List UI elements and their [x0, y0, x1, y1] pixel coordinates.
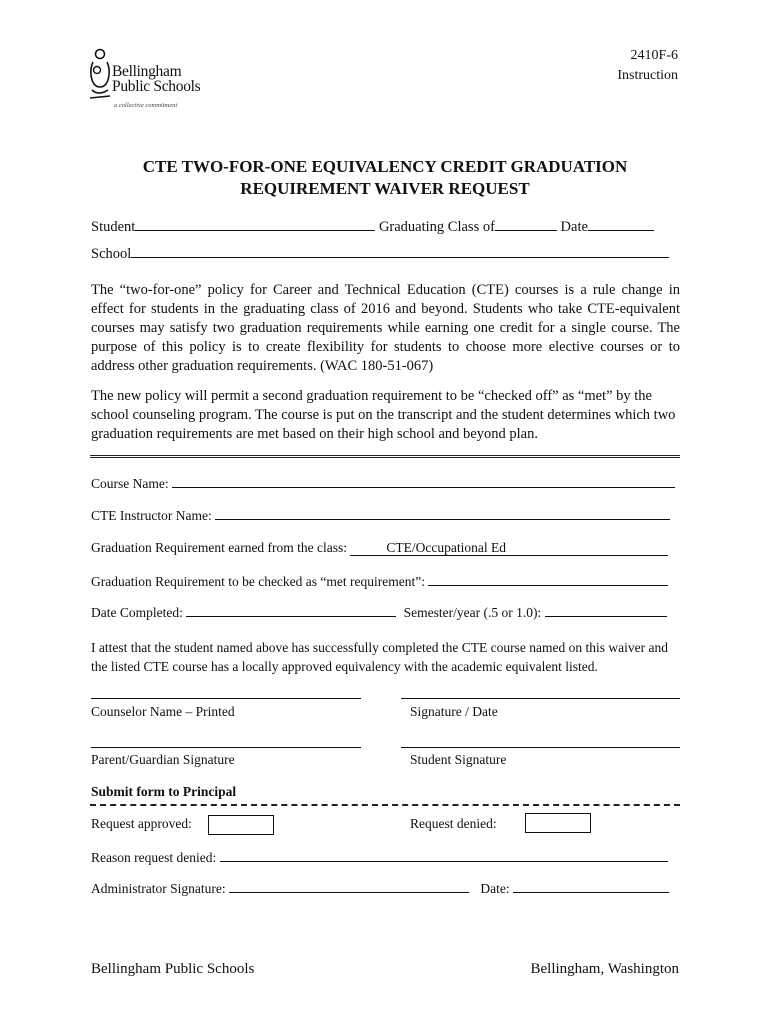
- date-label: Date: [560, 219, 588, 235]
- signature-date-line[interactable]: [401, 698, 680, 699]
- approved-label: Request approved:: [91, 816, 192, 831]
- instructor-field[interactable]: [215, 507, 670, 520]
- instructor-label: CTE Instructor Name:: [91, 508, 212, 523]
- counselor-label: Counselor Name – Printed: [91, 704, 235, 719]
- signature-date-label: Signature / Date: [410, 704, 498, 719]
- counselor-signature-line[interactable]: [91, 698, 361, 699]
- title-line1: CTE TWO-FOR-ONE EQUIVALENCY CREDIT GRADUATION: [142, 157, 628, 176]
- date-field[interactable]: [588, 218, 654, 231]
- section-divider: [90, 455, 680, 458]
- logo-line2: Public Schools: [112, 78, 201, 95]
- class-label: Graduating Class of: [378, 219, 495, 235]
- district-logo: [88, 48, 228, 112]
- semester-field[interactable]: [545, 604, 667, 617]
- student-info-row: [91, 218, 654, 236]
- form-number: 2410F-6: [630, 48, 678, 63]
- school-label: School: [91, 246, 132, 262]
- course-name-label: Course Name:: [91, 476, 169, 491]
- course-name-row: [91, 475, 680, 492]
- footer-left: Bellingham Public Schools: [91, 961, 255, 977]
- logo-tagline: a collective commitment: [114, 102, 178, 109]
- dotted-divider: [90, 804, 680, 806]
- title-line2: REQUIREMENT WAIVER REQUEST: [240, 179, 530, 198]
- denied-label: Request denied:: [410, 816, 497, 831]
- attestation-text: I attest that the student named above has successfully completed the CTE course named on this waiver and the listed CTE course has a locally approved equivalency with the academic equivalent listed.: [91, 640, 668, 674]
- reason-label: Reason request denied:: [91, 850, 217, 865]
- logo-figure-icon: [88, 48, 114, 106]
- semester-label: Semester/year (.5 or 1.0):: [403, 605, 542, 620]
- req-checked-field[interactable]: [428, 573, 668, 586]
- admin-signature-label: Administrator Signature:: [91, 881, 226, 896]
- policy-paragraph: The “two-for-one” policy for Career and Technical Education (CTE) courses is a rule change in effect for students in the graduating class of 2016 and beyond. Students who take CTE-equivalent courses may satisfy two graduation requirements while earning one credit for a single course. The purpose of this policy is to create flexibility for students to choose more elective courses or to address other graduation requirements. (WAC 180-51-067): [91, 282, 680, 374]
- req-earned-field[interactable]: CTE/Occupational Ed: [350, 541, 668, 556]
- approved-checkbox[interactable]: [208, 815, 274, 835]
- course-name-field[interactable]: [172, 475, 675, 488]
- logo-line1: Bellingham: [112, 63, 182, 80]
- submit-instruction: Submit form to Principal: [91, 784, 237, 799]
- form-type: Instruction: [617, 68, 678, 83]
- req-checked-label: Graduation Requirement to be checked as “met requirement”:: [91, 574, 425, 589]
- parent-label: Parent/Guardian Signature: [91, 752, 235, 767]
- footer-right: Bellingham, Washington: [530, 961, 679, 977]
- logo-text: [112, 64, 200, 94]
- req-checked-row: [91, 573, 680, 590]
- date-completed-label: Date Completed:: [91, 605, 183, 620]
- admin-signature-row: [91, 880, 680, 897]
- parent-signature-line[interactable]: [91, 747, 361, 748]
- new-policy-paragraph: The new policy will permit a second graduation requirement to be “checked off” as “met” by the school counseling program. The course is put on the transcript and the student determines which two graduation requirements are met based on their high school and beyond plan.: [91, 388, 676, 442]
- class-field[interactable]: [495, 218, 557, 231]
- student-field[interactable]: [135, 218, 375, 231]
- reason-field[interactable]: [220, 849, 668, 862]
- denied-checkbox[interactable]: [525, 813, 591, 833]
- admin-signature-field[interactable]: [229, 880, 469, 893]
- instructor-row: [91, 507, 680, 524]
- student-signature-line[interactable]: [401, 747, 680, 748]
- reason-row: [91, 849, 680, 866]
- admin-date-field[interactable]: [513, 880, 669, 893]
- req-earned-row: [91, 540, 680, 556]
- admin-date-label: Date:: [480, 881, 510, 896]
- page-title: [0, 156, 770, 200]
- form-number-block: [617, 46, 678, 86]
- school-field[interactable]: [131, 245, 669, 258]
- student-signature-label: Student Signature: [410, 752, 507, 767]
- date-completed-field[interactable]: [186, 604, 396, 617]
- school-row: [91, 245, 669, 263]
- req-earned-label: Graduation Requirement earned from the class:: [91, 540, 348, 555]
- student-label: Student: [91, 219, 136, 235]
- completion-row: [91, 604, 680, 621]
